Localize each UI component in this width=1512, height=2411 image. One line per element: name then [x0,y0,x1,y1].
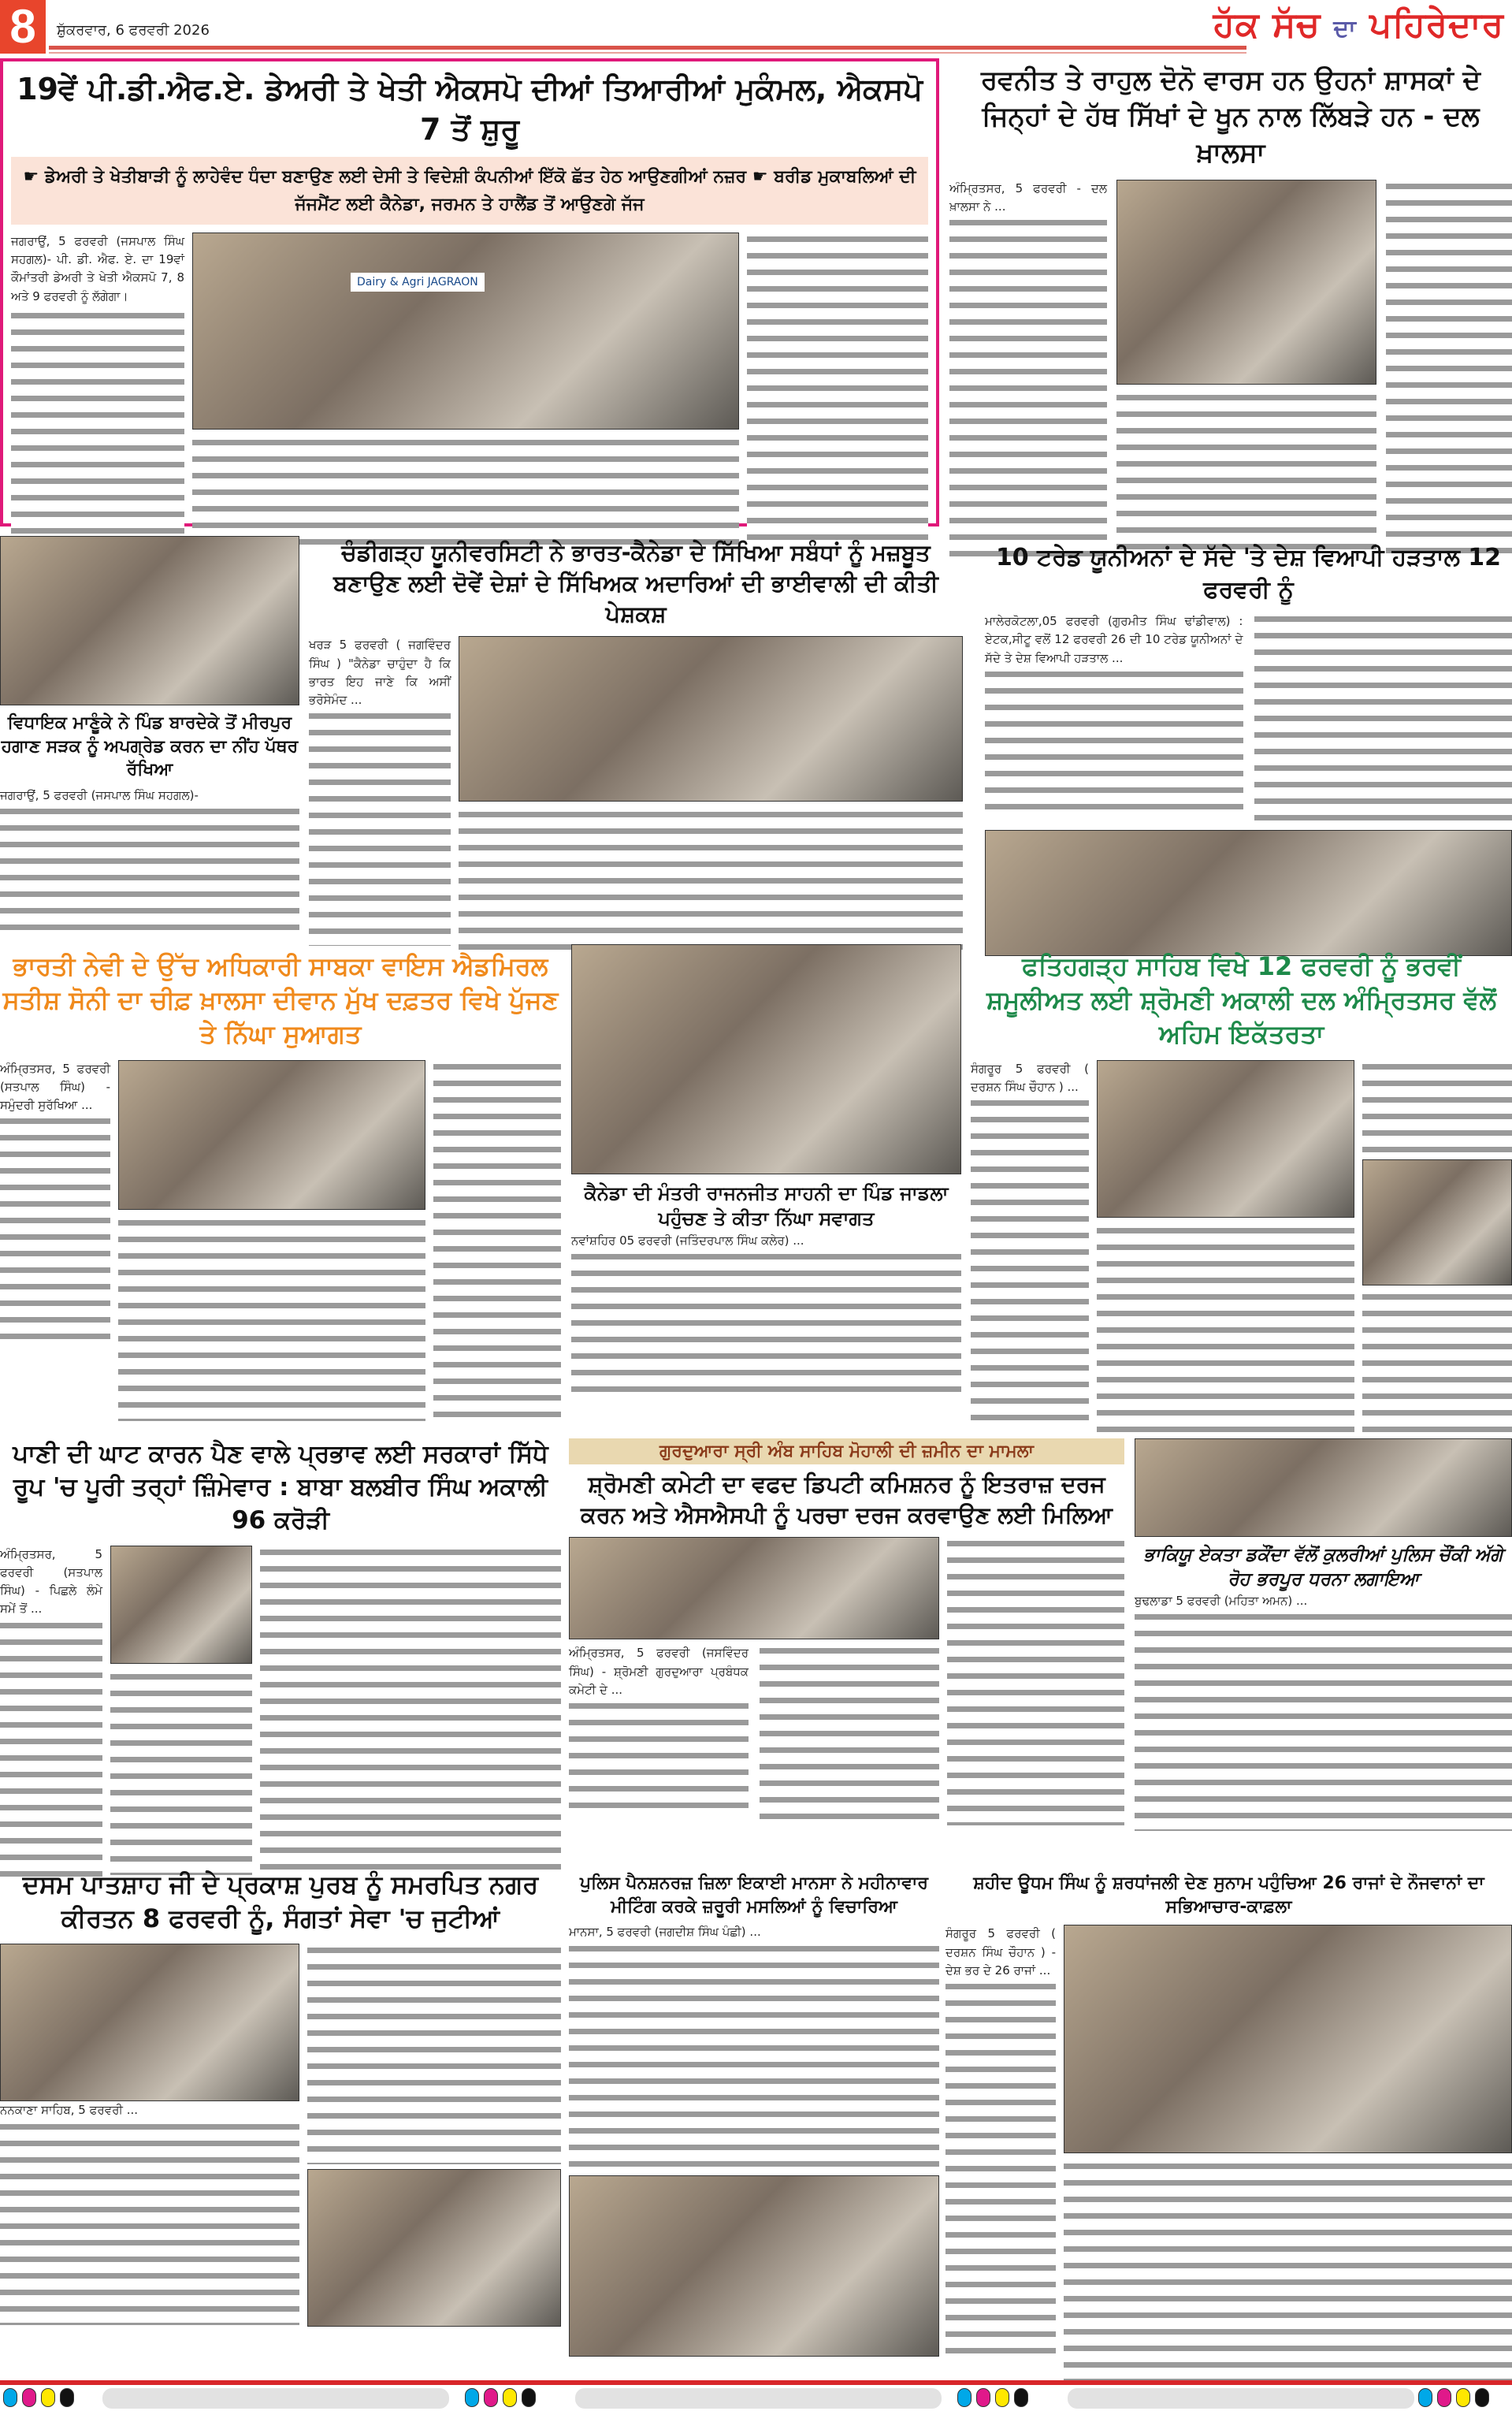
article-manuke [0,536,299,946]
photo-youth-caravan [1064,1925,1512,2153]
registration-marks [465,2388,536,2407]
photo-meeting [1097,1060,1354,1218]
photo-sign: Dairy & Agri JAGRAON [351,273,485,292]
subheadline: ☛ ਡੇਅਰੀ ਤੇ ਖੇਤੀਬਾੜੀ ਨੂੰ ਲਾਹੇਵੰਦ ਧੰਦਾ ਬਣਾਉਣ ਲਈ ਦੇਸੀ ਤੇ ਵਿਦੇਸ਼ੀ ਕੰਪਨੀਆਂ ਇੱਕੋ ਛੱਤ ਹੇਠ ਆਉਣਗੀਆਂ ਨਜ਼ਰ ☛ ਬਰੀਡ ਮੁਕਾਬਲਿਆਂ ਦੀ ਜੱਜਮੈਂਟ ਲਈ ਕੈਨੇਡਾ, ਜਰਮਨ ਤੇ ਹਾਲੈਂਡ ਤੋਂ ਆਉਣਗੇ ਜੱਜ [11,157,928,225]
article-fatehgarh-sahib [971,950,1512,1431]
photo-sangat [0,1944,299,2101]
article-police-pensioners [569,1872,939,2384]
article-lead: ਨਵਾਂਸ਼ਹਿਰ 05 ਫਰਵਰੀ (ਜਤਿੰਦਰਪਾਲ ਸਿੰਘ ਕਲੇਰ) ... [571,1233,804,1248]
registration-marks [1418,2388,1489,2407]
logo-text: ਦਾ [1333,15,1357,43]
article-sgpc-delegation [569,1438,1124,1860]
registration-marks [957,2388,1028,2407]
registration-marks [3,2388,74,2407]
headline: 19ਵੇਂ ਪੀ.ਡੀ.ਐਫ.ਏ. ਡੇਅਰੀ ਤੇ ਖੇਤੀ ਐਕਸਪੋ ਦੀਆਂ ਤਿਆਰੀਆਂ ਮੁਕੰਮਲ, ਐਕਸਪੋ 7 ਤੋਂ ਸ਼ੁਰੂ [17,72,923,147]
article-lead: ਜਗਰਾਉਂ, 5 ਫਰਵਰੀ (ਜਸਪਾਲ ਸਿੰਘ ਸਹਗਲ)- [0,788,199,803]
header-rule [49,46,1246,50]
headline: ਫਤਿਹਗੜ੍ਹ ਸਾਹਿਬ ਵਿਖੇ 12 ਫਰਵਰੀ ਨੂੰ ਭਰਵੀਂ ਸ਼ਮੂਲੀਅਤ ਲਈ ਸ਼੍ਰੋਮਣੀ ਅਕਾਲੀ ਦਲ ਅੰਮ੍ਰਿਤਸਰ ਵੱਲੋਂ ਅਹਿਮ ਇਕੱਤਰਤਾ [986,951,1497,1050]
header-rule [49,52,1246,54]
registration-strip [102,2388,449,2409]
headline: ਚੰਡੀਗੜ੍ਹ ਯੂਨੀਵਰਸਿਟੀ ਨੇ ਭਾਰਤ-ਕੈਨੇਡਾ ਦੇ ਸਿੱਖਿਆ ਸਬੰਧਾਂ ਨੂੰ ਮਜ਼ਬੂਤ ਬਣਾਉਣ ਲਈ ਦੋਵੇਂ ਦੇਸ਼ਾਂ ਦੇ ਸਿੱਖਿਅਕ ਅਦਾਰਿਆਂ ਦੀ ਭਾਈਵਾਲੀ ਦੀ ਕੀਤੀ ਪੇਸ਼ਕਸ਼ [333,539,938,628]
article-water-shortage [0,1438,561,1860]
article-chandigarh-university [309,538,963,946]
article-dal-khalsa [949,63,1512,526]
headline: ਰਵਨੀਤ ਤੇ ਰਾਹੁਲ ਦੋਨੋ ਵਾਰਸ ਹਨ ਉਹਨਾਂ ਸ਼ਾਸਕਾਂ ਦੇ ਜਿਨ੍ਹਾਂ ਦੇ ਹੱਥ ਸਿੱਖਾਂ ਦੇ ਖੂਨ ਨਾਲ ਲਿੱਬੜੇ ਹਨ - ਦਲ ਖ਼ਾਲਸਾ [980,65,1480,169]
photo-meeting [459,636,963,802]
logo-text: ਹੱਕ ਸੱਚ [1213,5,1321,45]
article-lead: ਅੰਮ੍ਰਿਤਸਰ, 5 ਫਰਵਰੀ (ਸਤਪਾਲ ਸਿੰਘ) - ਸਮੁੰਦਰੀ ਸੁਰੱਖਿਆ ... [0,1061,110,1113]
article-expo [0,58,939,526]
photo-pensioners-meeting [569,2175,939,2357]
article-lead: ਅੰਮ੍ਰਿਤਸਰ, 5 ਫਰਵਰੀ (ਸਤਪਾਲ ਸਿੰਘ) - ਪਿਛਲੇ ਲੰਮੇ ਸਮੇਂ ਤੋਂ ... [0,1546,102,1617]
photo-portraits [1116,180,1376,385]
photo-foundation-stone [0,536,299,705]
article-lead: ਸੰਗਰੂਰ 5 ਫਰਵਰੀ ( ਦਰਸ਼ਨ ਸਿੰਘ ਚੌਹਾਨ ) - ਦੇਸ਼ ਭਰ ਦੇ 26 ਰਾਜਾਂ ... [945,1926,1056,1978]
headline: ਵਿਧਾਇਕ ਮਾਣੂੰਕੇ ਨੇ ਪਿੰਡ ਬਾਰਦੇਕੇ ਤੋਂ ਮੀਰਪੁਰ ਹਗਾਣ ਸੜਕ ਨੂੰ ਅਪਗ੍ਰੇਡ ਕਰਨ ਦਾ ਨੀਂਹ ਪੱਥਰ ਰੱਖਿਆ [1,713,299,780]
article-canada-minister [571,944,961,1431]
photo-expo-venue [192,233,739,430]
article-bku-protest [1135,1438,1512,1860]
page-number: 8 [0,0,46,54]
article-nagar-kirtan [0,1868,561,2384]
article-navy [0,950,561,1431]
logo-text: ਪਹਿਰੇਦਾਰ [1369,5,1504,45]
headline: 10 ਟਰੇਡ ਯੂਨੀਅਨਾਂ ਦੇ ਸੱਦੇ 'ਤੇ ਦੇਸ਼ ਵਿਆਪੀ ਹੜਤਾਲ 12 ਫਰਵਰੀ ਨੂੰ [995,544,1502,604]
article-lead: ਨਨਕਾਣਾ ਸਾਹਿਬ, 5 ਫਰਵਰੀ ... [0,2103,138,2118]
article-lead: ਅੰਮ੍ਰਿਤਸਰ, 5 ਫਰਵਰੀ - ਦਲ ਖ਼ਾਲਸਾ ਨੇ ... [949,180,1107,214]
photo-delegation [569,1537,939,1639]
article-udham-singh [945,1872,1512,2384]
photo-minister-welcome [571,944,961,1174]
headline: ਕੈਨੇਡਾ ਦੀ ਮੰਤਰੀ ਰਾਜਨਜੀਤ ਸਾਹਨੀ ਦਾ ਪਿੰਡ ਜਾਡਲਾ ਪਹੁੰਚਣ ਤੇ ਕੀਤਾ ਨਿੱਘਾ ਸਵਾਗਤ [584,1182,949,1230]
article-lead: ਜਗਰਾਉਂ, 5 ਫਰਵਰੀ (ਜਸਪਾਲ ਸਿੰਘ ਸਹਗਲ)- ਪੀ. ਡੀ. ਐਫ. ਏ. ਦਾ 19ਵਾਂ ਕੌਮਾਂਤਰੀ ਡੇਅਰੀ ਤੇ ਖੇਤੀ ਐਕਸਪੋ 7, 8 ਅਤੇ 9 ਫਰਵਰੀ ਨੂੰ ਲੱਗੇਗਾ। [11,233,184,303]
photo-baba-balbir-singh [110,1546,252,1664]
photo-protest [1135,1438,1512,1537]
headline: ਭਾਕਿਯੂ ਏਕਤਾ ਡਕੌਂਦਾ ਵੱਲੋਂ ਕੁਲਰੀਆਂ ਪੁਲਿਸ ਚੌਂਕੀ ਅੱਗੇ ਰੋਹ ਭਰਪੂਰ ਧਰਨਾ ਲਗਾਇਆ [1143,1545,1503,1591]
headline: ਭਾਰਤੀ ਨੇਵੀ ਦੇ ਉੱਚ ਅਧਿਕਾਰੀ ਸਾਬਕਾ ਵਾਇਸ ਐਡਮਿਰਲ ਸਤੀਸ਼ ਸੋਨੀ ਦਾ ਚੀਫ਼ ਖ਼ਾਲਸਾ ਦੀਵਾਨ ਮੁੱਖ ਦਫ਼ਤਰ ਵਿਖੇ ਪੁੱਜਣ ਤੇ ਨਿੱਘਾ ਸੁਆਗਤ [2,951,559,1050]
article-lead: ਸੰਗਰੂਰ 5 ਫਰਵਰੀ ( ਦਰਸ਼ਨ ਸਿੰਘ ਚੌਹਾਨ ) ... [971,1061,1089,1094]
article-lead: ਬੁਢਲਾਡਾ 5 ਫਰਵਰੀ (ਮਹਿਤਾ ਅਮਨ) ... [1135,1594,1308,1609]
article-lead: ਖਰੜ 5 ਫਰਵਰੀ ( ਜਗਵਿੰਦਰ ਸਿੰਘ ) "ਕੈਨੇਡਾ ਚਾਹੁੰਦਾ ਹੈ ਕਿ ਭਾਰਤ ਇਹ ਜਾਣੇ ਕਿ ਅਸੀਂ ਭਰੋਸੇਮੰਦ ... [309,638,451,708]
masthead-logo [1213,5,1504,45]
headline: ਸ਼ਹੀਦ ਊਧਮ ਸਿੰਘ ਨੂੰ ਸ਼ਰਧਾਂਜਲੀ ਦੇਣ ਸੁਨਾਮ ਪਹੁੰਚਿਆ 26 ਰਾਜਾਂ ਦੇ ਨੌਜਵਾਨਾਂ ਦਾ ਸਭਿਆਚਾਰ-ਕਾਫ਼ਲਾ [973,1873,1484,1917]
article-body-continued [747,233,928,548]
footer-rule [0,2380,1512,2385]
topic-banner: ਗੁਰਦੁਆਰਾ ਸ੍ਰੀ ਅੰਬ ਸਾਹਿਬ ਮੋਹਾਲੀ ਦੀ ਜ਼ਮੀਨ ਦਾ ਮਾਮਲਾ [569,1438,1124,1464]
article-lead: ਮਾਨਸਾ, 5 ਫਰਵਰੀ (ਜਗਦੀਸ਼ ਸਿੰਘ ਪੰਛੀ) ... [569,1925,761,1940]
photo-group [307,2169,561,2327]
article-lead: ਅੰਮ੍ਰਿਤਸਰ, 5 ਫਰਵਰੀ (ਜਸਵਿੰਦਰ ਸਿੰਘ) - ਸ਼੍ਰੋਮਣੀ ਗੁਰਦੁਆਰਾ ਪ੍ਰਬੰਧਕ ਕਮੇਟੀ ਦੇ ... [569,1646,749,1697]
headline: ਦਸਮ ਪਾਤਸ਼ਾਹ ਜੀ ਦੇ ਪ੍ਰਕਾਸ਼ ਪੁਰਬ ਨੂੰ ਸਮਰਪਿਤ ਨਗਰ ਕੀਰਤਨ 8 ਫਰਵਰੀ ਨੂੰ, ਸੰਗਤਾਂ ਸੇਵਾ 'ਚ ਜੁਟੀਆਂ [22,1870,539,1934]
registration-strip [575,2388,942,2409]
headline: ਪੁਲਿਸ ਪੈਨਸ਼ਨਰਜ਼ ਜ਼ਿਲਾ ਇਕਾਈ ਮਾਨਸਾ ਨੇ ਮਹੀਨਾਵਾਰ ਮੀਟਿੰਗ ਕਰਕੇ ਜ਼ਰੂਰੀ ਮਸਲਿਆਂ ਨੂੰ ਵਿਚਾਰਿਆ [579,1873,929,1917]
headline: ਸ਼੍ਰੋਮਣੀ ਕਮੇਟੀ ਦਾ ਵਫਦ ਡਿਪਟੀ ਕਮਿਸ਼ਨਰ ਨੂੰ ਇਤਰਾਜ਼ ਦਰਜ ਕਰਨ ਅਤੇ ਐਸਐਸਪੀ ਨੂੰ ਪਰਚਾ ਦਰਜ ਕਰਵਾਉਣ ਲਈ ਮਿਲਿਆ [581,1471,1113,1529]
photo-union-group [985,830,1512,956]
headline: ਪਾਣੀ ਦੀ ਘਾਟ ਕਾਰਨ ਪੈਣ ਵਾਲੇ ਪ੍ਰਭਾਵ ਲਈ ਸਰਕਾਰਾਂ ਸਿੱਧੇ ਰੂਪ 'ਚ ਪੂਰੀ ਤਰ੍ਹਾਂ ਜ਼ਿੰਮੇਵਾਰ : ਬਾਬਾ ਬਲਬੀਰ ਸਿੰਘ ਅਕਾਲੀ 96 ਕਰੋੜੀ [13,1440,548,1535]
article-body [11,233,184,548]
registration-strip [1068,2388,1414,2409]
photo-navy-welcome [118,1060,425,1210]
article-trade-union-strike [985,542,1512,946]
photo-portrait [1362,1159,1512,1285]
issue-date: ਸ਼ੁੱਕਰਵਾਰ, 6 ਫਰਵਰੀ 2026 [57,22,210,39]
article-lead: ਮਾਲੇਰਕੋਟਲਾ,05 ਫਰਵਰੀ (ਗੁਰਮੀਤ ਸਿੰਘ ਢਾਂਡੀਵਾਲ) : ਏਟਕ,ਸੀਟੂ ਵਲੋਂ 12 ਫਰਵਰੀ 26 ਦੀ 10 ਟਰੇਡ ਯੂਨੀਅਨਾਂ ਦੇ ਸੱਦੇ ਤੇ ਦੇਸ਼ ਵਿਆਪੀ ਹੜਤਾਲ ... [985,614,1243,665]
